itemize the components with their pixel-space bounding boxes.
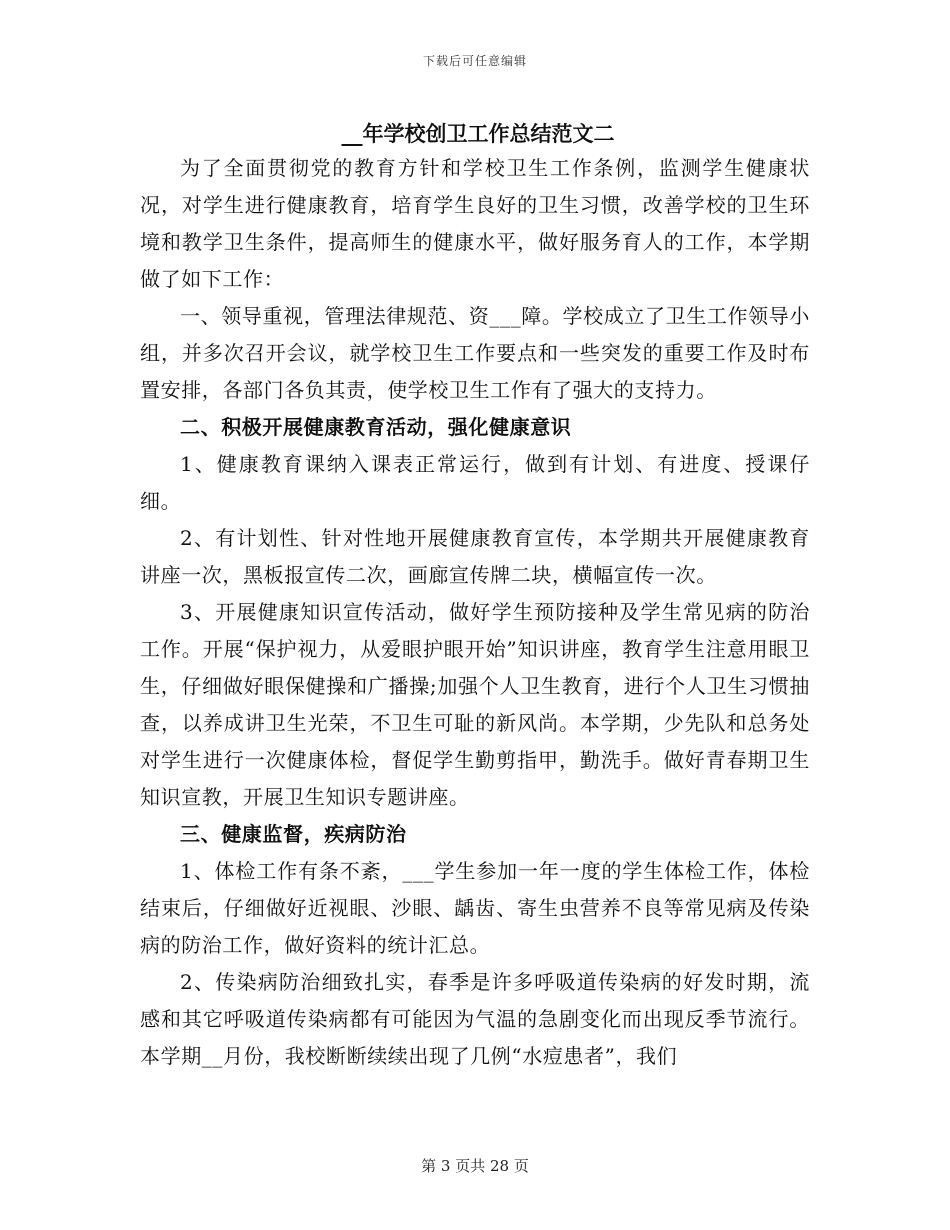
page-header: 下载后可任意编辑 — [422, 54, 527, 68]
section-two-item-3: 3、开展健康知识宣传活动，做好学生预防接种及学生常见病的防治工作。开展“保护视力，从爱眼护眼开始”知识讲座，教育学生注意用眼卫生，仔细做好眼保健操和广播操;加强个人卫生教育，进行个人卫生习惯抽查，以养成讲卫生光荣，不卫生可耻的新风尚。本学期，少先队和总务处对学生进行一次健康体检，督促学生勤剪指甲，勤洗手。做好青春期卫生知识宣教，开展卫生知识专题讲座。 — [140, 600, 810, 809]
section-one-paragraph: 一、领导重视，管理法律规范、资___障。学校成立了卫生工作领导小组，并多次召开会议，就学校卫生工作要点和一些突发的重要工作及时布置安排，各部门各负其责，使学校卫生工作有了强大的支持力。 — [140, 304, 810, 402]
document-title: __年学校创卫工作总结范文二 — [341, 121, 615, 146]
section-three-item-2: 2、传染病防治细致扎实，春季是许多呼吸道传染病的好发时期，流感和其它呼吸道传染病都有可能因为气温的急剧变化而出现反季节流行。本学期__月份，我校断断续续出现了几例“水痘患者”，我们 — [140, 970, 810, 1068]
section-three-item-1: 1、体检工作有条不紊，___学生参加一年一度的学生体检工作，体检结束后，仔细做好近视眼、沙眼、龋齿、寄生虫营养不良等常见病及传染病的防治工作，做好资料的统计汇总。 — [140, 859, 810, 957]
section-three-heading: 三、健康监督，疾病防治 — [180, 822, 407, 846]
section-two-item-1: 1、健康教育课纳入课表正常运行，做到有计划、有进度、授课仔细。 — [140, 452, 810, 513]
section-two-heading: 二、积极开展健康教育活动，强化健康意识 — [180, 415, 572, 439]
document-body — [140, 118, 810, 1075]
intro-paragraph: 为了全面贯彻党的教育方针和学校卫生工作条例，监测学生健康状况，对学生进行健康教育，培育学生良好的卫生习惯，改善学校的卫生环境和教学卫生条件，提高师生的健康水平，做好服务育人的工作，本学期做了如下工作： — [140, 156, 810, 291]
section-two-item-2: 2、有计划性、针对性地开展健康教育宣传，本学期共开展健康教育讲座一次，黑板报宣传二次，画廊宣传牌二块，横幅宣传一次。 — [140, 526, 810, 587]
page-footer: 第 3 页共 28 页 — [421, 1157, 529, 1175]
